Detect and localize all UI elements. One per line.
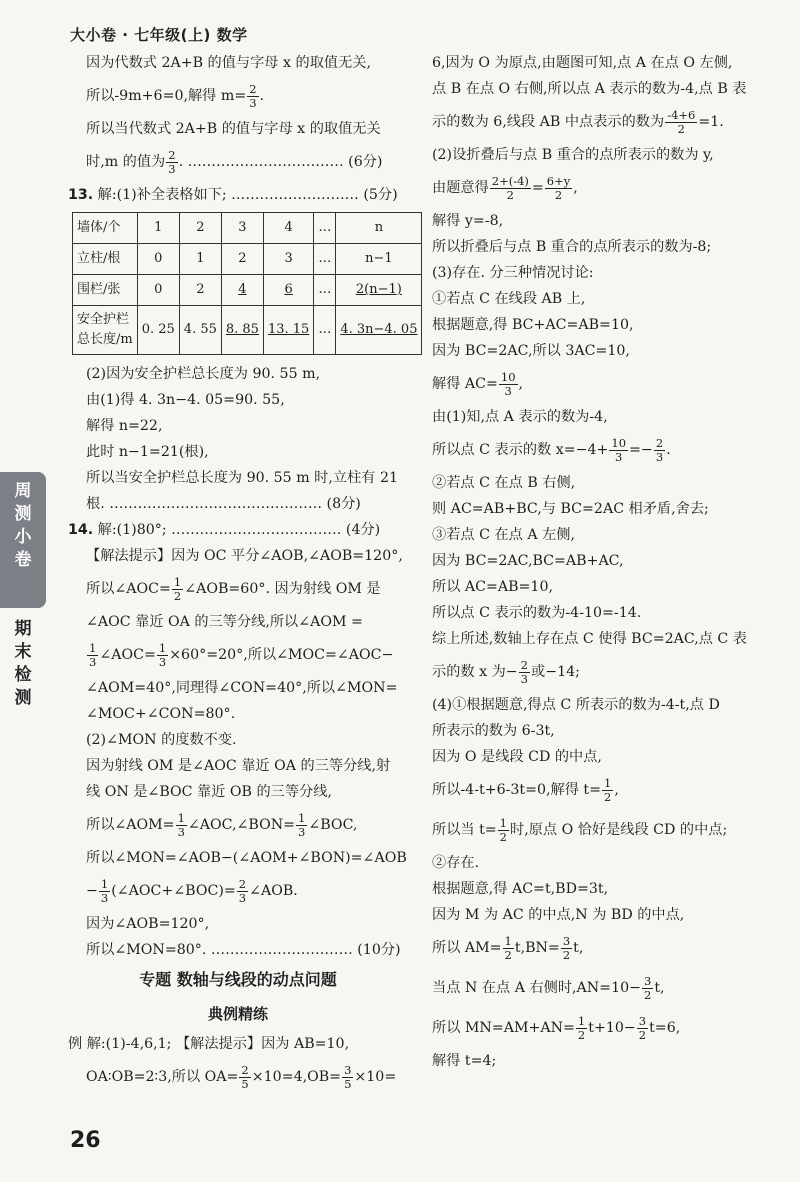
text-line: ③若点 C 在点 A 左侧, bbox=[432, 527, 575, 543]
text-line: 所以-9m+6=0,解得 m= $\frac{2}{3}$ . bbox=[86, 81, 265, 110]
text-line: 时,m 的值为 $\frac{2}{3}$ . …………………………… (6分) bbox=[86, 147, 383, 176]
text-line: (3)存在. 分三种情况讨论: bbox=[432, 265, 594, 281]
text-line: ②若点 C 在点 B 右侧, bbox=[432, 475, 576, 491]
fraction: $\frac{2}{3}$ bbox=[168, 147, 176, 176]
text-line: 因为 BC=2AC,所以 3AC=10, bbox=[432, 343, 630, 359]
text-line: 所以∠MON=∠AOB−(∠AOM+∠BON)=∠AOB bbox=[86, 850, 407, 866]
text-line: 根据题意,得 BC+AC=AB=10, bbox=[432, 317, 634, 333]
text-line: 则 AC=AB+BC,与 BC=2AC 相矛盾,舍去; bbox=[432, 501, 709, 517]
text-line: 所以 AC=AB=10, bbox=[432, 579, 553, 595]
text-line: 所表示的数为 6-3t, bbox=[432, 723, 555, 739]
text-line: 因为 M 为 AC 的中点,N 为 BD 的中点, bbox=[432, 907, 685, 923]
text-line: (4)①根据题意,得点 C 所表示的数为-4-t,点 D bbox=[432, 697, 720, 713]
text-line: (2)设折叠后与点 B 重合的点所表示的数为 y, bbox=[432, 147, 714, 163]
subsection-title: 典例精练 bbox=[207, 1005, 268, 1023]
page-header: 大小卷 · 七年级(上) 数学 bbox=[70, 26, 248, 44]
text-line: $\frac{1}{3}$ ∠AOC= $\frac{1}{3}$ ×60°=20°,所以∠MOC=∠AOC− bbox=[89, 640, 394, 669]
text-line: 解得 y=-8, bbox=[432, 213, 504, 229]
text-line: 例 解:(1)-4,6,1; 【解法提示】因为 AB=10, bbox=[68, 1036, 350, 1052]
answer-table bbox=[72, 212, 422, 355]
text-line: 由(1)得 4. 3n−4. 05=90. 55, bbox=[86, 392, 285, 408]
page-number: 26 bbox=[70, 1128, 101, 1153]
text-line: 根据题意,得 AC=t,BD=3t, bbox=[432, 881, 609, 897]
text-line: ①若点 C 在线段 AB 上, bbox=[432, 291, 586, 307]
question-14: 14. 解:(1)80°; ……………………………… (4分) bbox=[68, 522, 381, 538]
text-line: 所以 AM= $\frac{1}{2}$ t,BN= $\frac{3}{2}$ t, bbox=[432, 933, 584, 962]
text-line: 因为 O 是线段 CD 的中点, bbox=[432, 749, 602, 765]
text-line: 综上所述,数轴上存在点 C 使得 BC=2AC,点 C 表 bbox=[432, 631, 747, 647]
text-line: − $\frac{1}{3}$ (∠AOC+∠BOC)= $\frac{2}{3}$ ∠AOB. bbox=[86, 876, 298, 905]
text-line: 根. ……………………………………… (8分) bbox=[86, 496, 361, 512]
text-line: 此时 n−1=21(根), bbox=[86, 444, 209, 460]
table-row: 安全护栏 总长度/m 0. 25 4. 55 8. 85 13. 15 … 4. 3n−4. 05 bbox=[73, 306, 422, 355]
text-line: 所以∠MON=80°. ………………………… (10分) bbox=[86, 942, 401, 958]
text-line: 因为∠AOB=120°, bbox=[86, 916, 210, 932]
text-line: (2)∠MON 的度数不变. bbox=[86, 732, 237, 748]
text-line: ∠AOC 靠近 OA 的三等分线,所以∠AOM = bbox=[86, 614, 363, 630]
text-line: ∠MOC+∠CON=80°. bbox=[86, 706, 236, 722]
table-row: 墙体/个 1 2 3 4 … n bbox=[73, 213, 422, 244]
question-13: 13. 解:(1)补全表格如下; ……………………… (5分) bbox=[68, 187, 398, 203]
text-line: ∠AOM=40°,同理得∠CON=40°,所以∠MON= bbox=[86, 680, 398, 696]
text-line: 所以-4-t+6-3t=0,解得 t= $\frac{1}{2}$ , bbox=[432, 775, 619, 804]
question-number: 13. bbox=[68, 187, 94, 203]
side-tab-final-exam: 期末检测 bbox=[14, 619, 32, 708]
side-tab-weekly bbox=[0, 472, 46, 608]
text-line: 【解法提示】因为 OC 平分∠AOB,∠AOB=120°, bbox=[86, 548, 403, 564]
left-column bbox=[68, 50, 418, 1097]
table-row: 围栏/张 0 2 4 6 … 2(n−1) bbox=[73, 275, 422, 306]
fraction: $\frac{2}{3}$ bbox=[249, 81, 257, 110]
text-line: 所以 MN=AM+AN= $\frac{1}{2}$ t+10− $\frac{3}{2}$ t=6, bbox=[432, 1013, 681, 1042]
section-title: 专题 数轴与线段的动点问题 bbox=[139, 970, 337, 989]
text-line: 所以当 t= $\frac{1}{2}$ 时,原点 O 恰好是线段 CD 的中点; bbox=[432, 815, 728, 844]
text-line: 所以点 C 表示的数 x=−4+ $\frac{10}{3}$ =− $\frac{2}{3}$ . bbox=[432, 435, 671, 464]
text-line: 解得 t=4; bbox=[432, 1053, 497, 1069]
right-column bbox=[432, 50, 782, 1074]
text-line: 由(1)知,点 A 表示的数为-4, bbox=[432, 409, 608, 425]
text-line: 所以折叠后与点 B 重合的点所表示的数为-8; bbox=[432, 239, 712, 255]
side-tab-label: 周测小卷 bbox=[14, 481, 32, 570]
text-line: 解得 n=22, bbox=[86, 418, 163, 434]
text-line: 所以∠AOC= $\frac{1}{2}$ ∠AOB=60°. 因为射线 OM 是 bbox=[86, 574, 381, 603]
text-line: 所以∠AOM= $\frac{1}{3}$ ∠AOC,∠BON= $\frac{1}{3}$ ∠BOC, bbox=[86, 810, 358, 839]
text-line: 由题意得 $\frac{2+(-4)}{2}$ = $\frac{6+y}{2}$ , bbox=[432, 173, 578, 202]
text-line: 示的数 x 为− $\frac{2}{3}$ 或−14; bbox=[432, 657, 580, 686]
text-line: 线 ON 是∠BOC 靠近 OB 的三等分线, bbox=[86, 784, 332, 800]
text-line: 因为射线 OM 是∠AOC 靠近 OA 的三等分线,射 bbox=[86, 758, 391, 774]
table-row: 立柱/根 0 1 2 3 … n−1 bbox=[73, 244, 422, 275]
question-number: 14. bbox=[68, 522, 94, 538]
text-line: 所以点 C 表示的数为-4-10=-14. bbox=[432, 605, 642, 621]
text-line: 所以当代数式 2A+B 的值与字母 x 的取值无关 bbox=[86, 121, 381, 137]
text-line: 解得 AC= $\frac{10}{3}$ , bbox=[432, 369, 524, 398]
text-line: 当点 N 在点 A 右侧时,AN=10− $\frac{3}{2}$ t, bbox=[432, 973, 665, 1002]
text-line: 点 B 在点 O 右侧,所以点 A 表示的数为-4,点 B 表 bbox=[432, 81, 747, 97]
text-line: 示的数为 6,线段 AB 中点表示的数为 $\frac{-4+6}{2}$ =1. bbox=[432, 107, 724, 136]
text-line: ②存在. bbox=[432, 855, 480, 871]
text-line: 因为 BC=2AC,BC=AB+AC, bbox=[432, 553, 624, 569]
text-line: 6,因为 O 为原点,由题图可知,点 A 在点 O 左侧, bbox=[432, 55, 733, 71]
text-line: OA∶OB=2∶3,所以 OA= $\frac{2}{5}$ ×10=4,OB= $\frac{3}{5}$ ×10= bbox=[86, 1062, 397, 1091]
text-line: (2)因为安全护栏总长度为 90. 55 m, bbox=[86, 366, 321, 382]
text-line: 所以当安全护栏总长度为 90. 55 m 时,立柱有 21 bbox=[86, 470, 398, 486]
text-line: 因为代数式 2A+B 的值与字母 x 的取值无关, bbox=[86, 55, 371, 71]
